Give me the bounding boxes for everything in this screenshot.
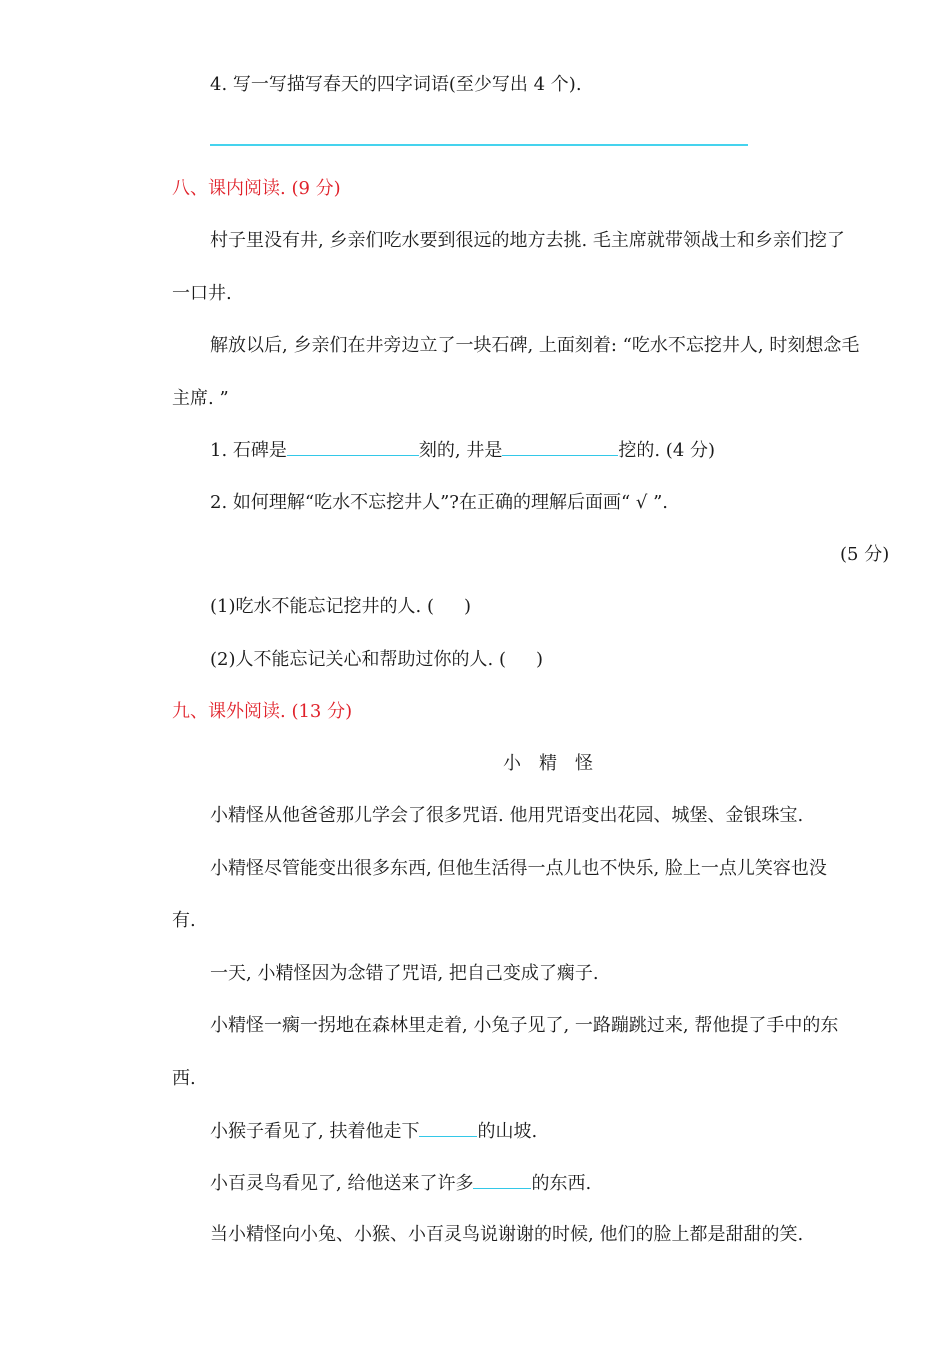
story-paragraph-1: 小精怪从他爸爸那儿学会了很多咒语. 他用咒语变出花园、城堡、金银珠宝. [210,805,804,826]
question-2-text: 2. 如何理解“吃水不忘挖井人”?在正确的理解后面画“ √ ”. [210,492,668,513]
question-1-part-c: 挖的. (4 分) [618,440,716,461]
question-1-part-b: 刻的, 井是 [418,440,503,461]
answer-blank-stone-carver[interactable] [287,437,419,456]
story-paragraph-6-part-a: 小百灵鸟看见了, 给他送来了许多 [210,1173,474,1194]
option-1-text: (1)吃水不能忘记挖井的人. ( [210,596,434,617]
story-paragraph-6 [210,1170,591,1197]
passage-paragraph-1-line-2: 一口井. [172,283,232,304]
answer-blank-slope[interactable] [419,1118,477,1137]
question-4-text: 4. 写一写描写春天的四字词语(至少写出 4 个). [210,74,582,95]
section-9-heading: 九、课外阅读. (13 分) [172,701,353,722]
option-1 [210,594,471,620]
option-2-text: (2)人不能忘记关心和帮助过你的人. ( [210,649,506,670]
story-paragraph-4-line-1: 小精怪一瘸一拐地在森林里走着, 小兔子见了, 一路蹦跳过来, 帮他提了手中的东 [210,1015,839,1036]
story-paragraph-5-part-b: 的山坡. [477,1121,538,1142]
answer-line[interactable] [210,144,748,146]
answer-blank-things[interactable] [473,1170,531,1189]
question-1-part-a: 1. 石碑是 [210,440,287,461]
option-2-close: ) [535,649,543,670]
story-paragraph-6-part-b: 的东西. [531,1173,592,1194]
option-1-close: ) [463,596,471,617]
story-paragraph-5-part-a: 小猴子看见了, 扶着他走下 [210,1121,420,1142]
section-8-heading: 八、课内阅读. (9 分) [172,178,341,199]
option-2 [210,647,543,673]
story-paragraph-2-line-2: 有. [172,910,196,931]
answer-blank-well-digger[interactable] [502,437,618,456]
story-paragraph-3: 一天, 小精怪因为念错了咒语, 把自己变成了瘸子. [210,963,599,984]
story-paragraph-7: 当小精怪向小兔、小猴、小百灵鸟说谢谢的时候, 他们的脸上都是甜甜的笑. [210,1224,804,1245]
story-paragraph-2-line-1: 小精怪尽管能变出很多东西, 但他生活得一点儿也不快乐, 脸上一点儿笑容也没 [210,858,827,879]
question-1 [210,437,715,464]
story-paragraph-5 [210,1118,537,1145]
story-paragraph-4-line-2: 西. [172,1068,196,1089]
question-2-score: (5 分) [840,544,890,565]
passage-paragraph-2-line-2: 主席. ” [172,388,229,409]
passage-paragraph-2-line-1: 解放以后, 乡亲们在井旁边立了一块石碑, 上面刻着: “吃水不忘挖井人, 时刻想念毛 [210,335,860,356]
story-title: 小 精 怪 [503,753,593,774]
passage-paragraph-1-line-1: 村子里没有井, 乡亲们吃水要到很远的地方去挑. 毛主席就带领战士和乡亲们挖了 [210,230,845,251]
